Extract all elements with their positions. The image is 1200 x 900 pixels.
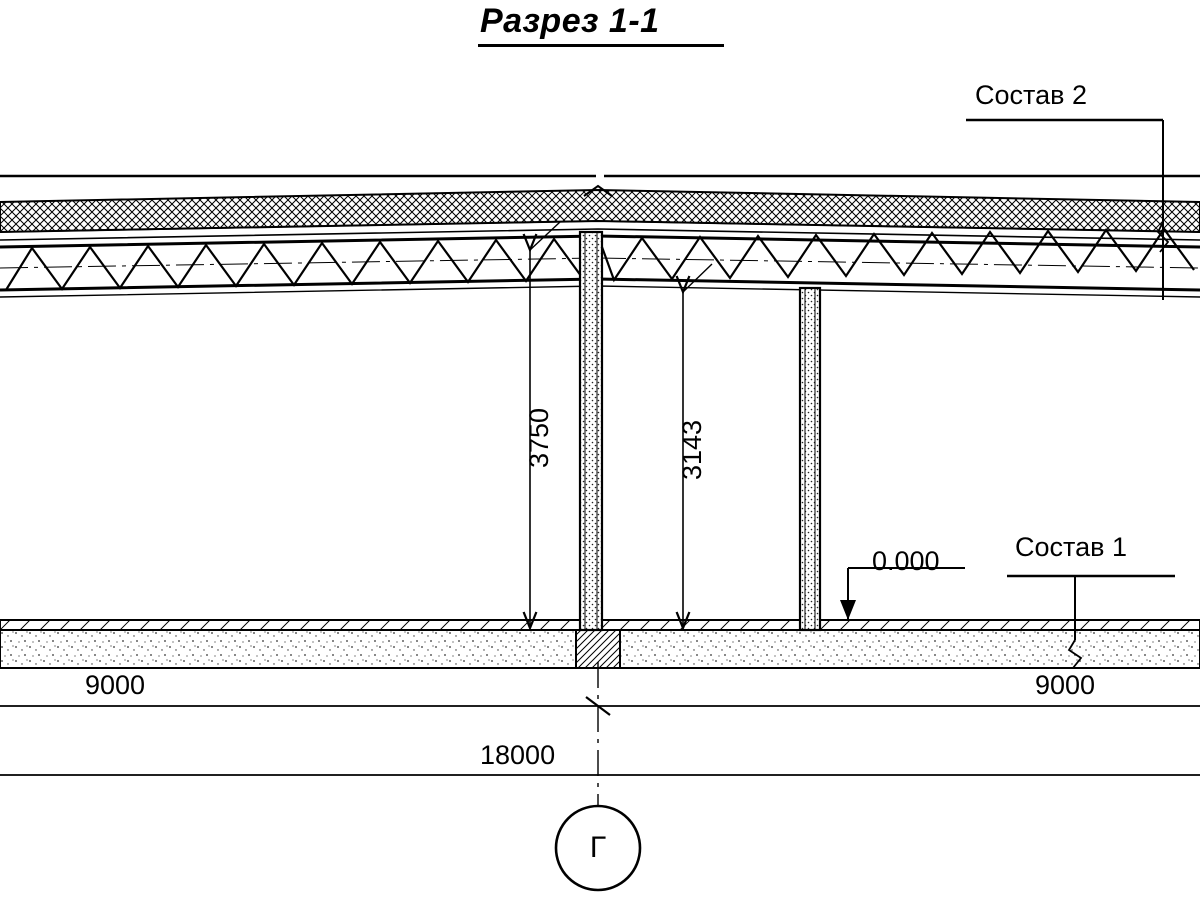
dimension-label-3750: 3750 xyxy=(524,407,554,468)
callout-label-sostav2: Состав 2 xyxy=(975,80,1087,110)
dimension-label-9000-right: 9000 xyxy=(1035,670,1096,700)
right-partition-wall xyxy=(800,288,820,630)
axis-label-g: Г xyxy=(589,831,607,864)
dimension-chain xyxy=(0,662,1200,818)
level-mark-label: 0.000 xyxy=(872,546,940,576)
callout-label-sostav1: Состав 1 xyxy=(1015,532,1127,562)
dimension-label-18000: 18000 xyxy=(480,740,556,770)
title-underline xyxy=(478,44,724,47)
dimension-label-9000-left: 9000 xyxy=(85,670,146,700)
central-column xyxy=(580,232,602,630)
dimension-label-3143: 3143 xyxy=(677,419,707,480)
page-title: Разрез 1-1 xyxy=(480,2,660,40)
